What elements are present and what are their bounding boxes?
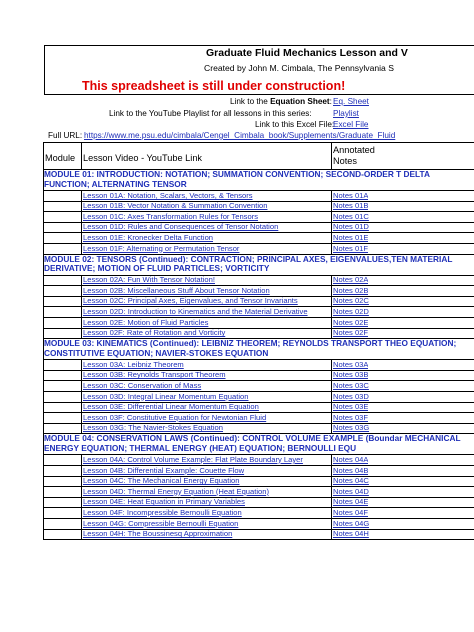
annotated-notes-link[interactable]: Notes 01F [333, 243, 369, 253]
annotated-notes-link[interactable]: Notes 02C [333, 296, 369, 306]
annotated-notes-link[interactable]: Notes 01B [333, 201, 369, 211]
lesson-video-link[interactable]: Lesson 01A: Notation, Scalars, Vectors, & Tensors [83, 190, 253, 200]
column-header-lesson: Lesson Video - YouTube Link [83, 153, 203, 163]
annotated-notes-link[interactable]: Notes 03E [333, 402, 369, 412]
lesson-video-link[interactable]: Lesson 02A: Fun With Tensor Notation! [83, 275, 215, 285]
lesson-video-link[interactable]: Lesson 04B: Differential Example: Couette Flow [83, 465, 245, 475]
lesson-video-link[interactable]: Lesson 03D: Integral Linear Momentum Equation [83, 391, 249, 401]
annotated-notes-link[interactable]: Notes 02F [333, 328, 369, 338]
column-header-notes-line2: Notes [333, 156, 358, 166]
annotated-notes-link[interactable]: Notes 03G [333, 423, 370, 433]
lesson-video-link[interactable]: Lesson 04F: Incompressible Bernoulli Equation [83, 507, 242, 517]
lesson-video-link[interactable]: Lesson 01D: Rules and Consequences of Tensor Notation [83, 222, 279, 232]
column-divider [331, 190, 332, 254]
lesson-video-link[interactable]: Lesson 02B: Miscellaneous Stuff About Tensor Notation [83, 285, 270, 295]
column-divider [81, 275, 82, 339]
annotated-notes-link[interactable]: Notes 02D [333, 306, 369, 316]
annotated-notes-link[interactable]: Notes 01D [333, 222, 369, 232]
lesson-video-link[interactable]: Lesson 03E: Differential Linear Momentum Equation [83, 402, 259, 412]
lesson-video-link[interactable]: Lesson 04D: Thermal Energy Equation (Heat Equation) [83, 486, 270, 496]
equation-sheet-link[interactable]: Eq. Sheet [333, 97, 369, 106]
lesson-video-link[interactable]: Lesson 02E: Motion of Fluid Particles [83, 317, 209, 327]
equation-sheet-label: Link to the Equation Sheet: [230, 97, 332, 106]
annotated-notes-link[interactable]: Notes 03F [333, 412, 369, 422]
lesson-video-link[interactable]: Lesson 04E: Heat Equation in Primary Variables [83, 497, 245, 507]
module-heading: MODULE 03: KINEMATICS (Continued): LEIBNIZ THEOREM; REYNOLDS TRANSPORT THEO EQUATION; CONSTITUTIVE EQUATION; NAVIER-STOKES EQUATION [44, 339, 457, 358]
annotated-notes-link[interactable]: Notes 04B [333, 465, 369, 475]
lesson-video-link[interactable]: Lesson 04G: Compressible Bernoulli Equation [83, 518, 239, 528]
excel-file-label: Link to this Excel File: [255, 120, 335, 129]
table-left-border [43, 142, 44, 539]
row-divider [43, 142, 474, 143]
annotated-notes-link[interactable]: Notes 03D [333, 391, 369, 401]
lesson-video-link[interactable]: Lesson 02D: Introduction to Kinematics and the Material Derivative [83, 306, 308, 316]
annotated-notes-link[interactable]: Notes 01E [333, 232, 369, 242]
page-credit: Created by John M. Cimbala, The Pennsylvania S [204, 63, 394, 73]
annotated-notes-link[interactable]: Notes 03A [333, 359, 369, 369]
annotated-notes-link[interactable]: Notes 03C [333, 380, 369, 390]
module-heading: MODULE 04: CONSERVATION LAWS (Continued): CONTROL VOLUME EXAMPLE (Boundar MECHANICAL ENERGY EQUATION; THERMAL ENERGY (HEAT) EQUATION; BERNOULLI EQU [44, 434, 461, 454]
annotated-notes-link[interactable]: Notes 02A [333, 275, 369, 285]
page-title: Graduate Fluid Mechanics Lesson and V [206, 47, 408, 59]
column-divider [81, 454, 82, 539]
full-url-label: Full URL: [48, 131, 83, 140]
annotated-notes-link[interactable]: Notes 03B [333, 370, 369, 380]
column-divider [81, 359, 82, 433]
lesson-video-link[interactable]: Lesson 03F: Constitutive Equation for Newtonian Fluid [83, 412, 267, 422]
column-divider [331, 142, 332, 169]
lesson-video-link[interactable]: Lesson 01B: Vector Notation & Summation Convention [83, 201, 268, 211]
annotated-notes-link[interactable]: Notes 04E [333, 497, 369, 507]
lesson-video-link[interactable]: Lesson 03C: Conservation of Mass [83, 380, 202, 390]
annotated-notes-link[interactable]: Notes 04G [333, 518, 370, 528]
playlist-link[interactable]: Playlist [333, 109, 359, 118]
annotated-notes-link[interactable]: Notes 04C [333, 476, 369, 486]
lesson-video-link[interactable]: Lesson 03A: Leibniz Theorem [83, 359, 184, 369]
column-divider [331, 454, 332, 539]
annotated-notes-link[interactable]: Notes 04H [333, 529, 369, 539]
playlist-label: Link to the YouTube Playlist for all lessons in this series: [109, 109, 312, 118]
annotated-notes-link[interactable]: Notes 01C [333, 211, 369, 221]
annotated-notes-link[interactable]: Notes 02B [333, 285, 369, 295]
lesson-video-link[interactable]: Lesson 04H: The Boussinesq Approximation [83, 529, 233, 539]
lesson-video-link[interactable]: Lesson 04C: The Mechanical Energy Equation [83, 476, 240, 486]
column-header-notes: Annotated [333, 145, 375, 155]
annotated-notes-link[interactable]: Notes 04F [333, 507, 369, 517]
annotated-notes-link[interactable]: Notes 01A [333, 190, 369, 200]
lesson-video-link[interactable]: Lesson 01E: Kronecker Delta Function [83, 232, 214, 242]
annotated-notes-link[interactable]: Notes 04D [333, 486, 369, 496]
column-divider [331, 275, 332, 339]
excel-file-link[interactable]: Excel File [333, 120, 369, 129]
module-heading: MODULE 02: TENSORS (Continued): CONTRACTION; PRINCIPAL AXES, EIGENVALUES,TEN MATERIAL DERIVATIVE; MOTION OF FLUID PARTICLES; VORTICITY [44, 254, 453, 274]
column-header-module: Module [45, 153, 76, 163]
row-divider [43, 539, 474, 540]
annotated-notes-link[interactable]: Notes 04A [333, 454, 369, 464]
lesson-video-link[interactable]: Lesson 01C: Axes Transformation Rules for Tensors [83, 211, 259, 221]
lesson-video-link[interactable]: Lesson 03G: The Navier-Stokes Equation [83, 423, 224, 433]
full-url-link[interactable]: https://www.me.psu.edu/cimbala/Cengel_Cimbala_book/Supplements/Graduate_Fluid [84, 131, 396, 140]
lesson-video-link[interactable]: Lesson 02C: Principal Axes, Eigenvalues, and Tensor Invariants [83, 296, 298, 306]
module-heading: MODULE 01: INTRODUCTION: NOTATION; SUMMATION CONVENTION; SECOND-ORDER T DELTA FUNCTION; ALTERNATING TENSOR [44, 170, 430, 189]
column-divider [81, 190, 82, 254]
lessons-table [43, 142, 474, 632]
column-divider [331, 359, 332, 433]
lesson-video-link[interactable]: Lesson 04A: Control Volume Example: Flat Plate Boundary Layer [83, 454, 303, 464]
column-divider [81, 142, 82, 169]
lesson-video-link[interactable]: Lesson 03B: Reynolds Transport Theorem [83, 370, 226, 380]
lesson-video-link[interactable]: Lesson 02F: Rate of Rotation and Vorticity [83, 328, 226, 338]
lesson-video-link[interactable]: Lesson 01F: Alternating or Permutation Tensor [83, 243, 240, 253]
annotated-notes-link[interactable]: Notes 02E [333, 317, 369, 327]
construction-warning: This spreadsheet is still under construction! [82, 79, 346, 93]
